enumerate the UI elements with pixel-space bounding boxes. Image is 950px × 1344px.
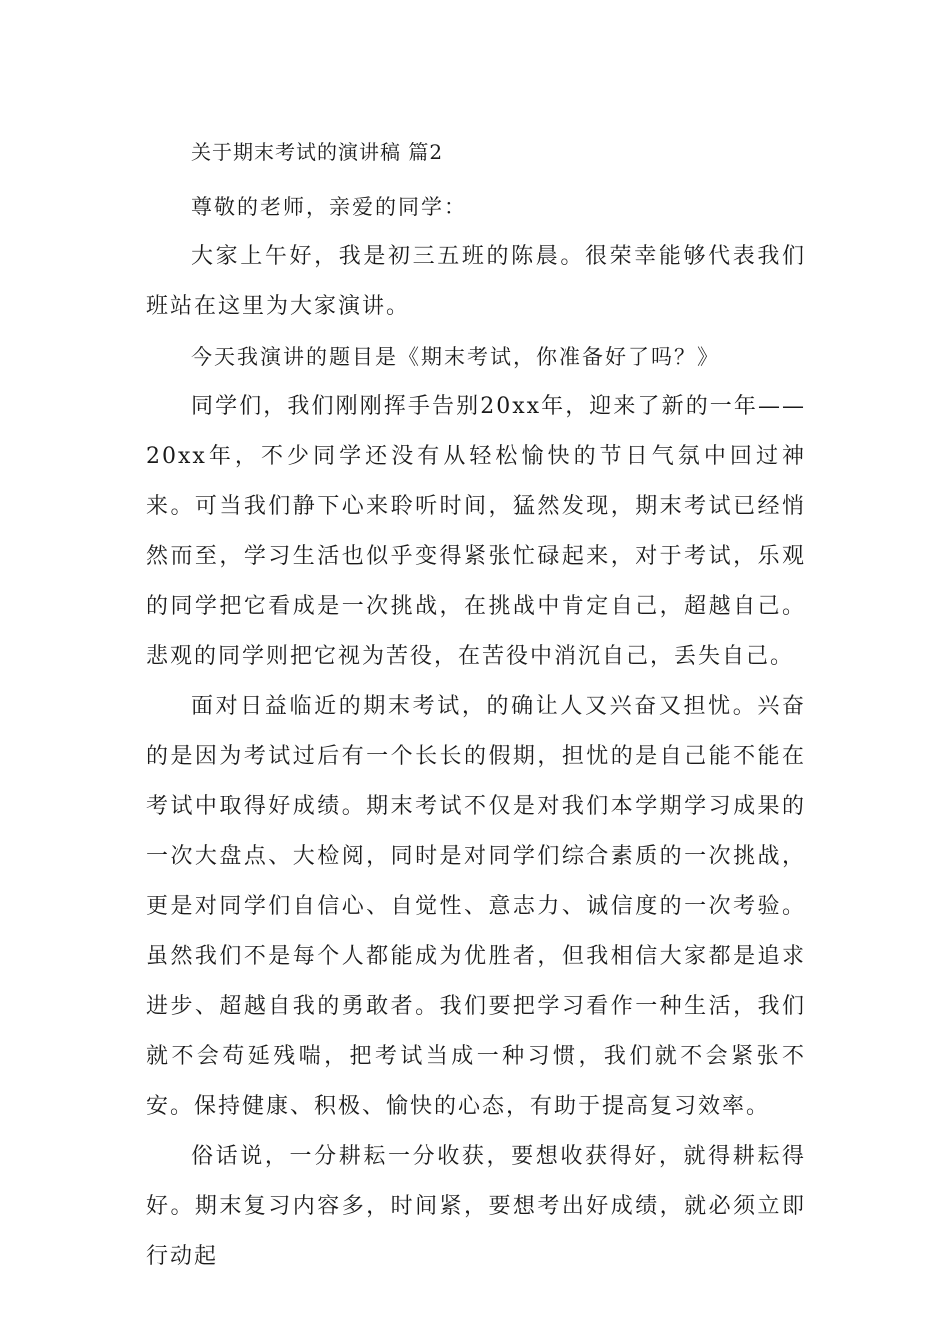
document-title: 关于期末考试的演讲稿 篇2 [191,140,444,164]
body-paragraph: 面对日益临近的期末考试，的确让人又兴奋又担忧。兴奋的是因为考试过后有一个长长的假期，担忧的是自己能不能在考试中取得好成绩。期末考试不仅是对我们本学期学习成果的一次大盘点、大检阅，同时是对同学们综合素质的一次挑战，更是对同学们自信心、自觉性、意志力、诚信度的一次考验。虽然我们不是每个人都能成为优胜者，但我相信大家都是追求进步、超越自我的勇敢者。我们要把学习看作一种生活，我们就不会苟延残喘，把考试当成一种习惯，我们就不会紧张不安。保持健康、积极、愉快的心态，有助于提高复习效率。 [146,694,806,1119]
intro-paragraph: 大家上午好，我是初三五班的陈晨。很荣幸能够代表我们班站在这里为大家演讲。 [146,244,806,319]
body-paragraph: 同学们，我们刚刚挥手告别20xx年，迎来了新的一年——20xx年，不少同学还没有从轻松愉快的节日气氛中回过神来。可当我们静下心来聆听时间，猛然发现，期末考试已经悄然而至，学习生活也似乎变得紧张忙碌起来，对于考试，乐观的同学把它看成是一次挑战，在挑战中肯定自己，超越自己。悲观的同学则把它视为苦役，在苦役中消沉自己，丢失自己。 [146,394,806,669]
topic-paragraph: 今天我演讲的题目是《期末考试，你准备好了吗？》 [191,345,720,369]
body-paragraph: 俗话说，一分耕耘一分收获，要想收获得好，就得耕耘得好。期末复习内容多，时间紧，要想考出好成绩，就必须立即行动起 [146,1144,806,1269]
document-body [146,132,806,1282]
salutation-paragraph: 尊敬的老师，亲爱的同学： [191,195,467,219]
